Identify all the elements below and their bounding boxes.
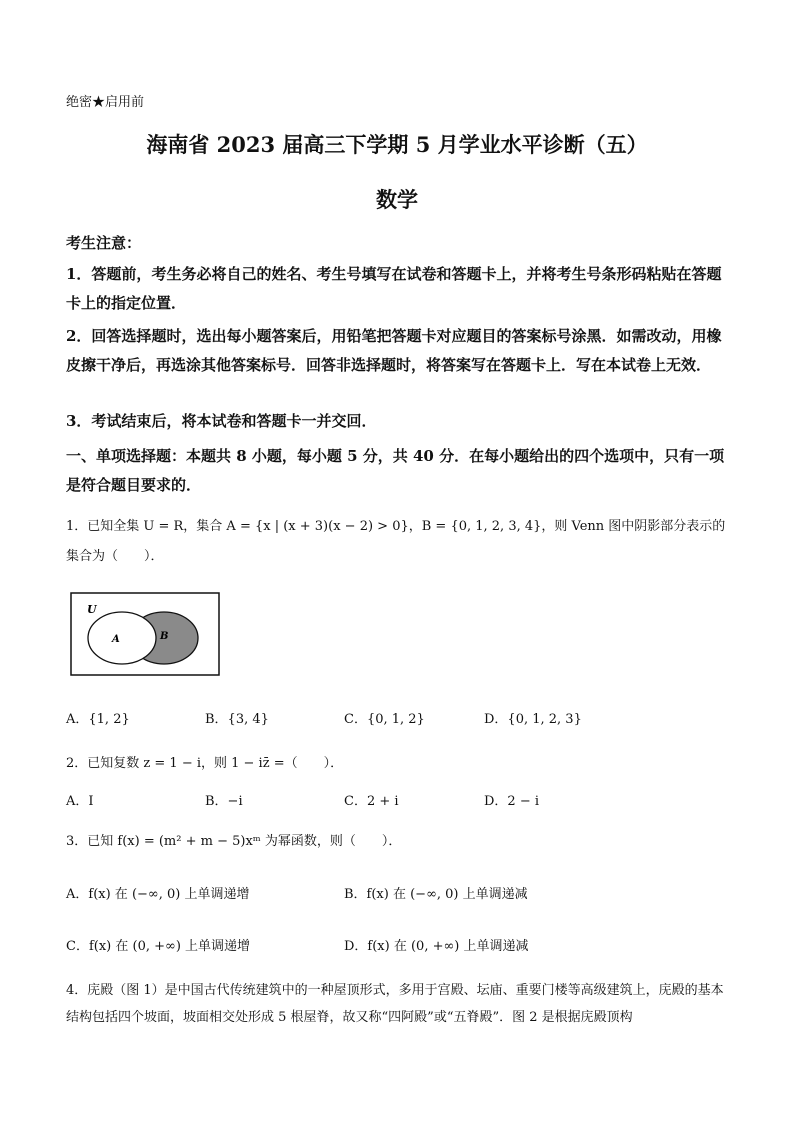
notice-item-3: 3．考试结束后，将本试卷和答题卡一并交回．	[66, 412, 377, 430]
venn-set-a	[88, 612, 156, 664]
subject-title: 数学	[376, 187, 418, 212]
q2-option-c: C．2 + i	[344, 794, 399, 809]
notice-heading: 考生注意：	[66, 234, 142, 252]
q1-option-d: D．{0, 1, 2, 3}	[484, 712, 582, 727]
q1-option-c: C．{0, 1, 2}	[344, 712, 425, 727]
q2-option-a: A．I	[66, 794, 94, 809]
question-2-text: 2．已知复数 z = 1 − i，则 1 − iz̄ =（ ）．	[66, 756, 344, 771]
question-1-text: 1．已知全集 U = R，集合 A = {x | (x + 3)(x − 2) > 0}，B = {0, 1, 2, 3, 4}，则 Venn 图中阴影部分表示的集合为（ ）．	[66, 519, 726, 564]
section-heading: 一、单项选择题：本题共 8 小题，每小题 5 分，共 40 分．在每小题给出的四个选项中，只有一项是符合题目要求的．	[66, 447, 725, 494]
q3-option-d: D．f(x) 在 (0, +∞) 上单调递减	[344, 939, 529, 954]
q3-option-c: C．f(x) 在 (0, +∞) 上单调递增	[66, 939, 251, 954]
venn-label-a: A	[112, 634, 120, 645]
q3-option-b: B．f(x) 在 (−∞, 0) 上单调递减	[344, 887, 528, 902]
q2-option-b: B．−i	[205, 794, 243, 809]
q1-option-a: A．{1, 2}	[66, 712, 130, 727]
page-title: 海南省 2023 届高三下学期 5 月学业水平诊断（五）	[146, 132, 648, 157]
q2-option-d: D．2 − i	[484, 794, 540, 809]
notice-item-1: 1．答题前，考生务必将自己的姓名、考生号填写在试卷和答题卡上，并将考生号条形码粘贴在答题卡上的指定位置．	[66, 265, 722, 312]
venn-label-b: B	[160, 631, 169, 642]
q1-option-b: B．{3, 4}	[205, 712, 269, 727]
question-3-text: 3．已知 f(x) = (m² + m − 5)xᵐ 为幂函数，则（ ）．	[66, 834, 402, 849]
question-4-text: 4．庑殿（图 1）是中国古代传统建筑中的一种屋顶形式，多用于宫殿、坛庙、重要门楼等高级建筑上，庑殿的基本结构包括四个坡面，坡面相交处形成 5 根屋脊，故又称“四阿殿”或“五脊殿”．图 2 是根据庑殿顶构	[66, 983, 724, 1025]
confidential-label: 绝密★启用前	[66, 95, 145, 110]
venn-label-u: U	[87, 603, 97, 616]
venn-diagram	[70, 592, 220, 676]
q3-option-a: A．f(x) 在 (−∞, 0) 上单调递增	[66, 887, 250, 902]
notice-item-2: 2．回答选择题时，选出每小题答案后，用铅笔把答题卡对应题目的答案标号涂黑．如需改动，用橡皮擦干净后，再选涂其他答案标号．回答非选择题时，将答案写在答题卡上．写在本试卷上无效．	[66, 327, 722, 374]
